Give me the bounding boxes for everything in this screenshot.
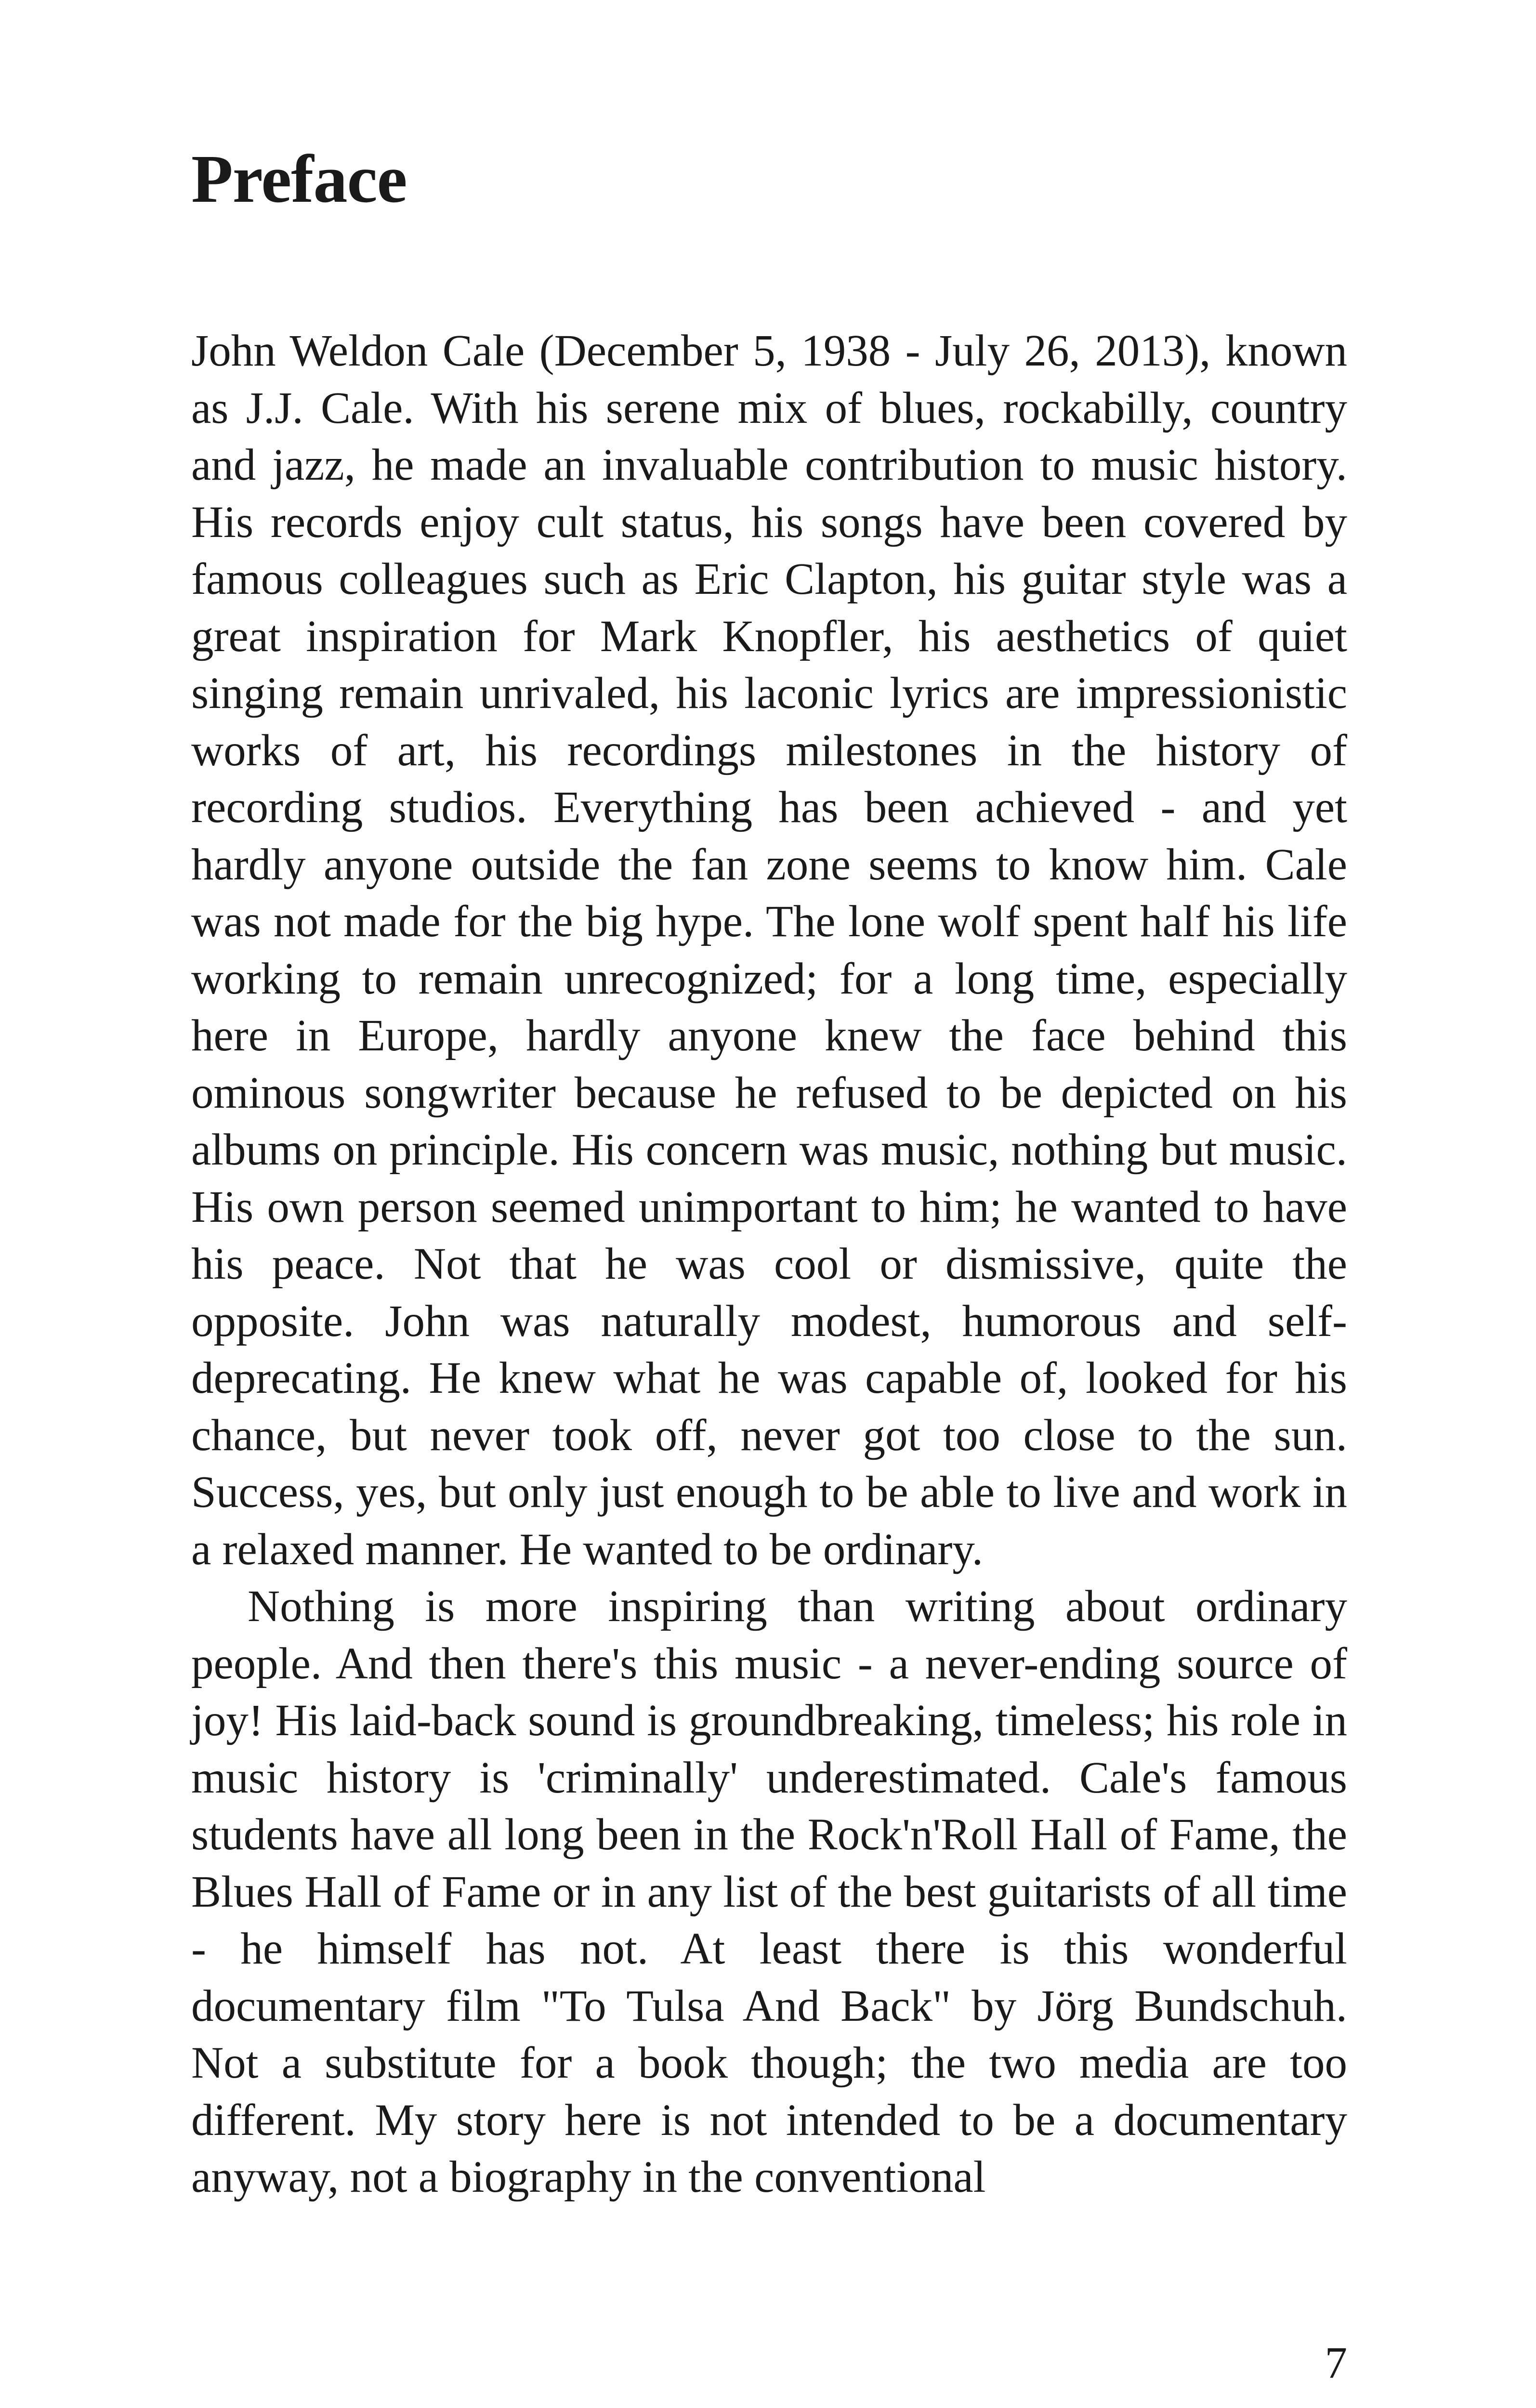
body-text xyxy=(191,323,1347,2206)
page-number: 7 xyxy=(1325,2338,1347,2388)
paragraph-1: John Weldon Cale (December 5, 1938 - July 26, 2013), known as J.J. Cale. With his serene mix of blues, rockabilly, country and jazz, he made an invaluable contribution to music history. His records enjoy cult status, his songs have been covered by famous colleagues such as Eric Clapton, his guitar style was a great inspiration for Mark Knopfler, his aesthetics of quiet singing remain unrivaled, his laconic lyrics are impressionistic works of art, his recordings milestones in the history of recording studios. Everything has been achieved - and yet hardly anyone outside the fan zone seems to know him. Cale was not made for the big hype. The lone wolf spent half his life working to remain unrecognized; for a long time, especially here in Europe, hardly anyone knew the face behind this ominous songwriter because he refused to be depicted on his albums on principle. His concern was music, nothing but music. His own person seemed unimportant to him; he wanted to have his peace. Not that he was cool or dismissive, quite the opposite. John was naturally modest, humorous and self-deprecating. He knew what he was capable of, looked for his chance, but never took off, never got too close to the sun. Success, yes, but only just enough to be able to live and work in a relaxed manner. He wanted to be ordinary. xyxy=(191,326,1347,1574)
paragraph-2: Nothing is more inspiring than writing about ordinary people. And then there's this music - a never-ending source of joy! His laid-back sound is groundbreaking, timeless; his role in music history is 'criminally' underestimated. Cale's famous students have all long been in the Rock'n'Roll Hall of Fame, the Blues Hall of Fame or in any list of the best guitarists of all time - he himself has not. At least there is this wonderful documentary film "To Tulsa And Back" by Jörg Bundschuh. Not a substitute for a book though; the two media are too different. My story here is not intended to be a documentary anyway, not a biography in the conventional xyxy=(191,1582,1347,2202)
chapter-heading: Preface xyxy=(191,141,407,217)
